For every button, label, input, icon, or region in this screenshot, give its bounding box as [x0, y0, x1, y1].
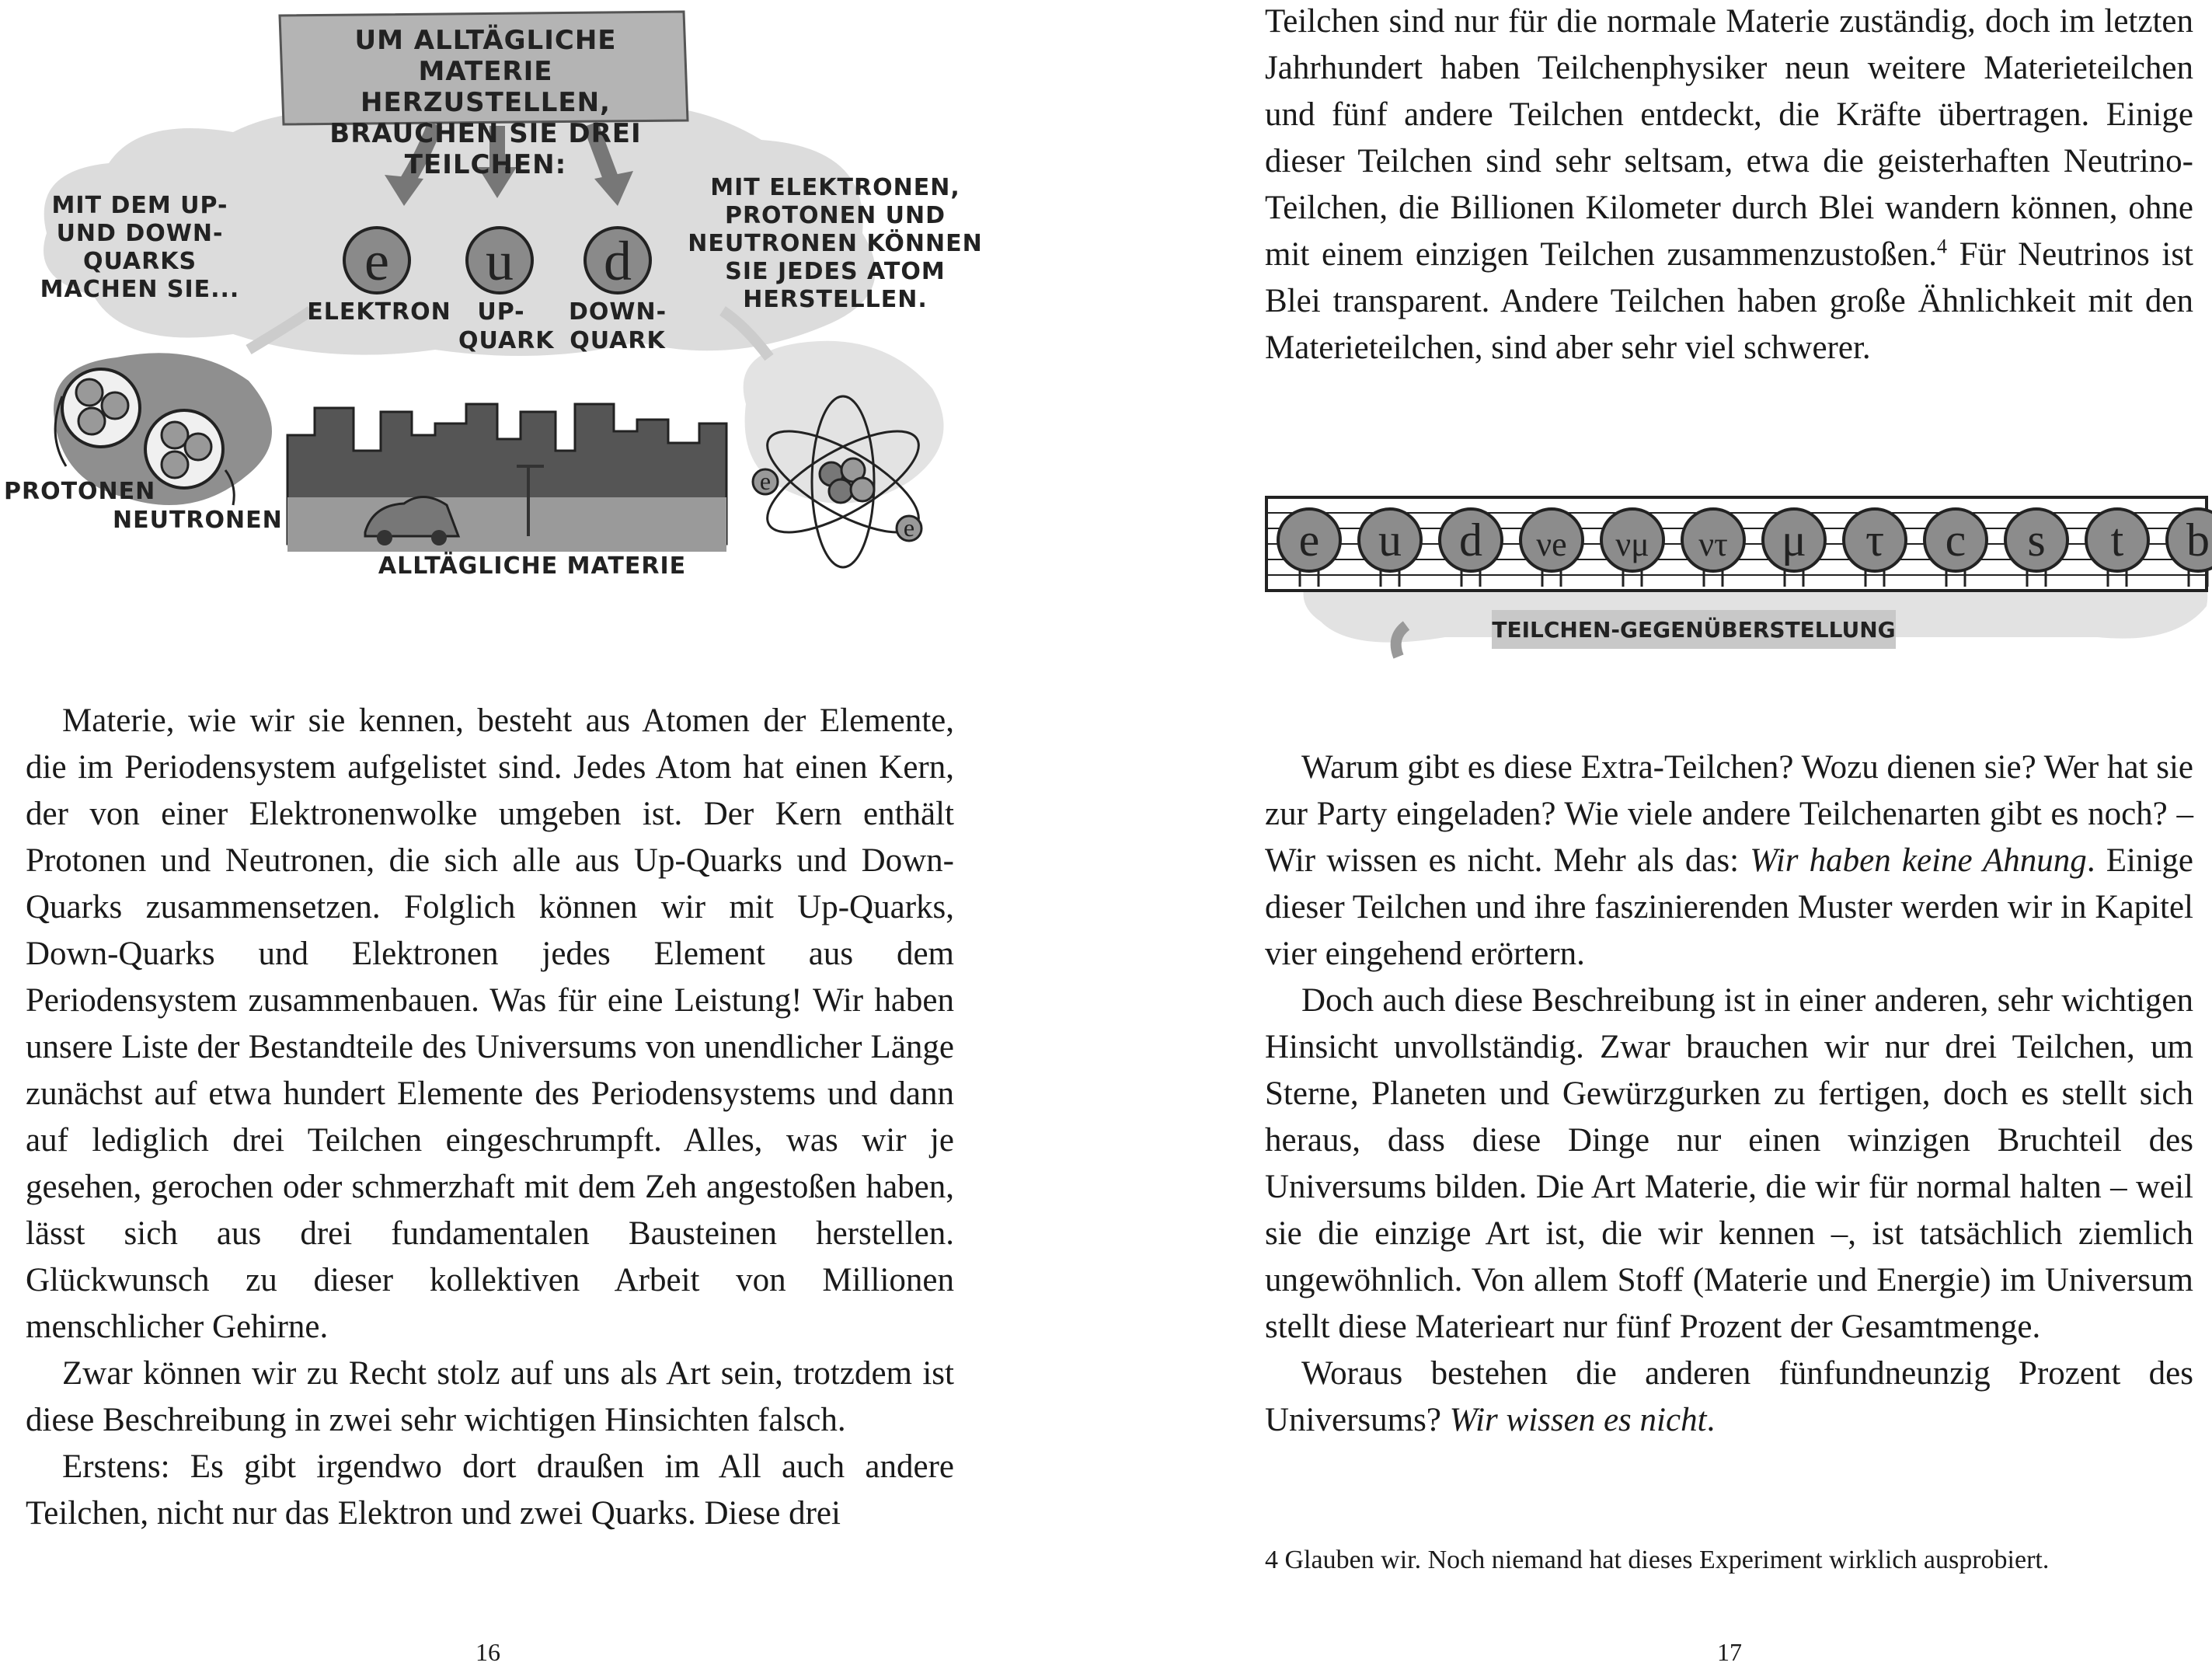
- lineup-particle-symbol: e: [1298, 514, 1320, 566]
- text-span: .: [1706, 1402, 1716, 1438]
- paragraph: Zwar können wir zu Recht stolz auf uns als Art sein, trotzdem ist diese Beschreibung in zwei sehr wichtigen Hinsichten falsch.: [26, 1355, 954, 1438]
- lineup-particle-symbol: b: [2186, 514, 2210, 566]
- emphasis: Wir wissen es nicht: [1449, 1402, 1707, 1438]
- text-span: Warum gibt es diese Extra-Teilchen? Wozu dienen sie? Wer hat sie zur Party eingeladen? Wie viele andere Teilchenarten gibt es noch? – Wir wissen es nicht. Mehr als das:: [1265, 749, 2193, 879]
- lineup-particle-symbol: τ: [1865, 514, 1885, 566]
- text-span: Für Neutrinos ist Blei transparent. Andere Teilchen haben große Ähnlichkeit mit den Materieteilchen, sind aber sehr viel schwerer.: [1265, 236, 2193, 366]
- lineup-particle-symbol: νe: [1536, 525, 1567, 563]
- right-note: MIT ELEKTRONEN, PROTONEN UND NEUTRONEN KÖNNEN SIE JEDES ATOM HERSTELLEN.: [688, 174, 983, 313]
- text-span: Woraus bestehen die anderen fünfundneunzig Prozent des Universums?: [1265, 1355, 2193, 1438]
- page-number: 17: [1717, 1638, 1742, 1666]
- paragraph: [1265, 0, 2193, 371]
- lineup-particle-symbol: d: [1459, 514, 1482, 566]
- lineup-particle-symbol: ντ: [1698, 525, 1728, 563]
- lineup-particle-symbol: t: [2110, 514, 2124, 566]
- paragraph: Materie, wie wir sie kennen, besteht aus Atomen der Elemente, die im Periodensystem aufgelistet sind. Jedes Atom hat einen Kern, der von einer Elektronenwolke umgeben ist. Der Kern enthält Protonen und Neutronen, die sich alle aus Up-Quarks und Down-Quarks zusammensetzen. Folglich können wir mit Up-Quarks, Down-Quarks und Elektronen jedes Element aus dem Periodensystem zusammenbauen. Was für eine Leistung! Wir haben unsere Liste der Bestandteile des Universums von unendlicher Länge zunächst auf etwa hundert Elemente des Periodensystems und dann auf lediglich drei Teilchen eingeschrumpft. Alles, was wir je gesehen, gerochen oder schmerzhaft mit dem Zeh angestoßen haben, lässt sich aus drei fundamentalen Bausteinen herstellen. Glückwunsch zu dieser kollektiven Arbeit von Millionen menschlicher Gehirne.: [26, 702, 954, 1345]
- svg-text:e: e: [364, 230, 389, 292]
- particle-lineup-illustration: [1243, 482, 2212, 668]
- paragraph: [1265, 744, 2193, 978]
- neutron-cluster: [145, 410, 223, 488]
- lineup-particle-symbol: s: [2027, 514, 2046, 566]
- footnote-marker: 4: [1936, 235, 1947, 258]
- svg-text:u: u: [486, 230, 514, 292]
- svg-text:d: d: [604, 230, 632, 292]
- lineup-caption: TEILCHEN-GEGENÜBERSTELLUNG: [1492, 617, 1896, 643]
- left-body-text: [26, 698, 954, 1537]
- svg-text:e: e: [903, 514, 915, 542]
- emphasis: Wir haben keine Ahnung: [1750, 842, 2087, 879]
- proton-label: PROTONEN: [4, 478, 156, 505]
- proton-cluster: [62, 369, 140, 447]
- banner-text: UM ALLTÄGLICHE MATERIE HERZUSTELLEN, BRAUCHEN SIE DREI TEILCHEN:: [329, 25, 642, 180]
- electron-particle: [344, 228, 409, 293]
- lineup-particle-symbol: u: [1378, 514, 1402, 566]
- paragraph: Erstens: Es gibt irgendwo dort draußen im All auch andere Teilchen, nicht nur das Elektron und zwei Quarks. Diese drei: [26, 1448, 954, 1532]
- svg-text:e: e: [759, 467, 772, 495]
- page-number: 16: [475, 1638, 500, 1666]
- paragraph: [1265, 1351, 2193, 1444]
- down-quark-label: DOWN-QUARK: [568, 298, 667, 354]
- left-note: MIT DEM UP- UND DOWN-QUARKS MACHEN SIE...: [40, 192, 240, 303]
- paragraph: Doch auch diese Beschreibung ist in einer anderen, sehr wichtigen Hinsicht unvollständig. Zwar brauchen wir nur drei Teilchen, um Sterne, Planeten und Gewürzgurken zu fertigen, doch es stellt sich heraus, dass diese Dinge nur einen winzigen Bruchteil des Universums bilden. Die Art Materie, die wir für normal halten – weil sie die einzige Art ist, die wir kennen –, ist tatsächlich ziemlich ungewöhnlich. Von allem Stoff (Materie und Energie) im Universum stellt diese Materieart nur fünf Prozent der Gesamtmenge.: [1265, 982, 2193, 1345]
- down-quark-particle: [585, 228, 650, 293]
- footnote: 4 Glauben wir. Noch niemand hat dieses Experiment wirklich ausprobiert.: [1265, 1546, 2050, 1574]
- electron-label: ELEKTRON: [307, 298, 451, 326]
- right-body-text: [1265, 744, 2193, 1444]
- street: [287, 497, 726, 552]
- up-quark-particle: [467, 228, 532, 293]
- text-span: Teilchen sind nur für die normale Materie zuständig, doch im letzten Jahrhundert haben Teilchenphysiker neun weitere Materieteilchen und fünf andere Teilchen entdeckt, die Kräfte übertragen. Einige dieser Teilchen sind sehr seltsam, etwa die geisterhaften Neutrino-Teilchen, die Billionen Kilometer durch Blei wandern können, ohne mit einem einzigen Teilchen zusammenzustoßen.: [1265, 3, 2193, 273]
- lineup-particle-symbol: c: [1945, 514, 1966, 566]
- neutron-label: NEUTRONEN: [113, 507, 283, 534]
- lineup-particle-symbol: νμ: [1615, 525, 1649, 563]
- right-top-text: [1265, 0, 2193, 371]
- lineup-particle-symbol: μ: [1781, 514, 1807, 566]
- city-label: ALLTÄGLICHE MATERIE: [378, 552, 687, 580]
- text-span: . Einige dieser Teilchen und ihre faszinierenden Muster werden wir in Kapitel vier eingehend erörtern.: [1265, 842, 2194, 972]
- up-quark-label: UP-QUARK: [458, 298, 555, 354]
- right-page: [1106, 0, 2212, 1666]
